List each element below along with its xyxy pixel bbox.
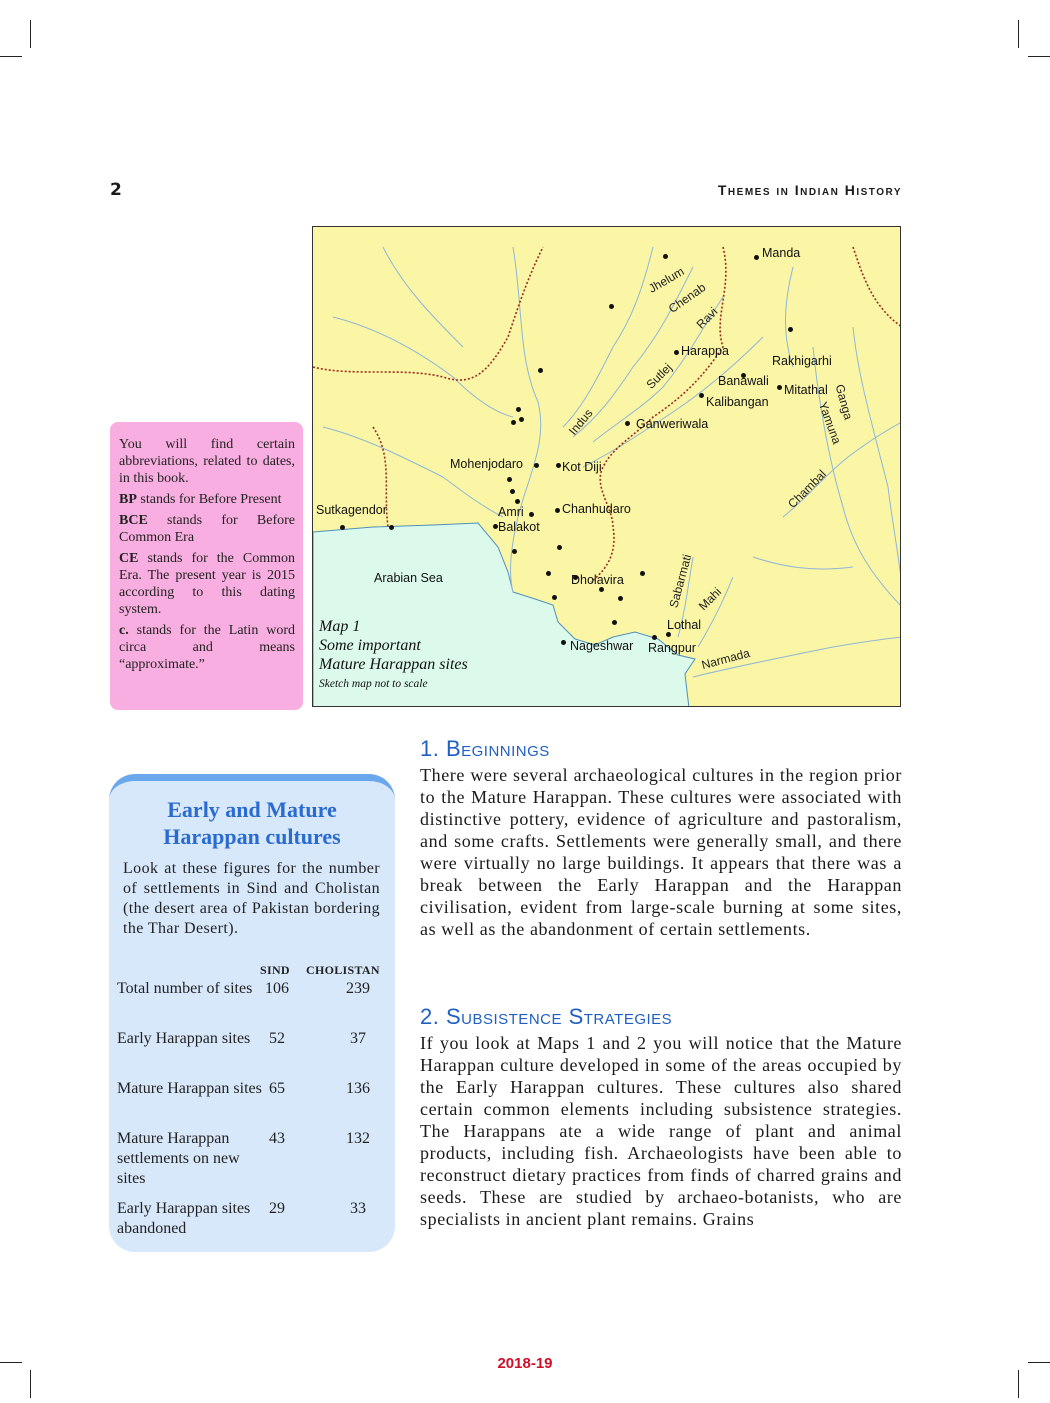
site-label-ganweriwala: Ganweriwala bbox=[636, 417, 709, 431]
river-jhelum bbox=[563, 247, 653, 427]
river-label-sabarmati: Sabarmati bbox=[666, 552, 695, 610]
river-label-chambal: Chambal bbox=[785, 467, 829, 511]
river-label-sutlej: Sutlej bbox=[643, 360, 675, 392]
site-marker bbox=[507, 477, 512, 482]
site-label-mohenjodaro: Mohenjodaro bbox=[450, 457, 523, 471]
site-marker bbox=[640, 571, 645, 576]
table-row-label: Mature Harappan sites bbox=[117, 1080, 262, 1097]
box-title-line: Early and Mature bbox=[167, 797, 337, 822]
column-header-cholistan: CHOLISTAN bbox=[306, 963, 380, 977]
table-cell-cholistan: 239 bbox=[346, 980, 370, 997]
table-row-label: Mature Harappan settlements on new sites bbox=[117, 1130, 240, 1187]
table-row-label: Early Harappan sites bbox=[117, 1030, 251, 1047]
site-label-banawali: Banawali bbox=[718, 374, 769, 388]
box-title-line: Harappan cultures bbox=[163, 824, 341, 849]
site-marker bbox=[529, 512, 534, 517]
river-label-narmada: Narmada bbox=[700, 645, 752, 673]
definition-circa: stands for the Latin word circa and means “approximate.” bbox=[119, 623, 295, 672]
sea-label: Arabian Sea bbox=[374, 571, 443, 585]
site-marker bbox=[510, 489, 515, 494]
site-marker bbox=[674, 350, 679, 355]
site-marker bbox=[788, 327, 793, 332]
site-marker bbox=[552, 595, 557, 600]
site-label-kalibangan: Kalibangan bbox=[706, 395, 769, 409]
section-heading-subsistence: 2. Subsistence Strategies bbox=[420, 1004, 673, 1029]
site-marker bbox=[612, 620, 617, 625]
site-marker bbox=[557, 545, 562, 550]
river-label-ganga: Ganga bbox=[832, 382, 856, 422]
section-body-subsistence: If you look at Maps 1 and 2 you will notice that the Mature Harappan culture developed in some of the areas occupied by the Early Harappan cultures. These cultures also shared certain common elements including subsistence strategies. The Harappans ate a wide range of plant and animal products, including fish. Archaeologists have been able to reconstruct dietary practices from finds of charred grains and seeds. These are studied by archaeo-botanists, who are specialists in ancient plant remains. Grains bbox=[420, 1033, 902, 1229]
crop-mark bbox=[1028, 56, 1050, 57]
site-label-amri: Amri bbox=[498, 505, 524, 519]
site-marker bbox=[556, 463, 561, 468]
river-tributary bbox=[786, 267, 794, 367]
map-caption-number: Map 1 bbox=[319, 618, 361, 635]
map-caption bbox=[319, 617, 468, 690]
term-bce: BCE bbox=[119, 513, 148, 528]
site-marker bbox=[561, 640, 566, 645]
site-marker bbox=[340, 525, 345, 530]
river-ganga bbox=[853, 327, 901, 587]
site-label-rangpur: Rangpur bbox=[648, 641, 696, 655]
definition-bp: stands for Before Present bbox=[136, 492, 282, 507]
site-marker bbox=[618, 596, 623, 601]
site-marker bbox=[599, 587, 604, 592]
abbreviations-note bbox=[110, 422, 303, 710]
site-marker bbox=[519, 417, 524, 422]
site-marker bbox=[512, 549, 517, 554]
site-marker bbox=[754, 255, 759, 260]
note-bp bbox=[119, 491, 295, 508]
table-cell-cholistan: 132 bbox=[346, 1130, 370, 1147]
site-marker bbox=[515, 499, 520, 504]
river-tributary bbox=[383, 247, 463, 347]
site-marker bbox=[625, 421, 630, 426]
site-marker bbox=[546, 571, 551, 576]
site-label-nageshwar: Nageshwar bbox=[570, 639, 634, 653]
river-label-ravi: Ravi bbox=[693, 304, 721, 332]
crop-mark bbox=[1018, 1370, 1019, 1398]
river-label-chenab: Chenab bbox=[665, 280, 709, 316]
definition-ce: stands for the Common Era. The present year is 2015 according to this dating system. bbox=[119, 551, 295, 617]
map-caption-line: Some important bbox=[319, 637, 421, 654]
international-border bbox=[591, 247, 726, 582]
river-tributary bbox=[333, 317, 513, 417]
column-header-sind: SIND bbox=[260, 963, 290, 977]
site-marker bbox=[534, 463, 539, 468]
site-marker bbox=[666, 632, 671, 637]
site-marker bbox=[555, 508, 560, 513]
table-cell-sind: 43 bbox=[269, 1130, 285, 1147]
site-label-balakot: Balakot bbox=[498, 520, 540, 534]
running-head: Themes in Indian History bbox=[717, 182, 902, 198]
site-label-manda: Manda bbox=[762, 246, 801, 260]
site-marker bbox=[511, 420, 516, 425]
footer-year: 2018-19 bbox=[497, 1355, 553, 1372]
harappan-sites-map bbox=[312, 226, 901, 707]
map-scale-note: Sketch map not to scale bbox=[319, 678, 428, 690]
site-label-chanhudaro: Chanhudaro bbox=[562, 502, 631, 516]
river-indus bbox=[511, 247, 541, 592]
note-bce bbox=[119, 512, 295, 546]
site-label-kot-diji: Kot Diji bbox=[562, 460, 602, 474]
table-cell-cholistan: 136 bbox=[346, 1080, 370, 1097]
term-bp: BP bbox=[119, 492, 137, 507]
site-marker bbox=[389, 525, 394, 530]
site-label-harappa: Harappa bbox=[681, 344, 729, 358]
crop-mark bbox=[0, 56, 22, 57]
table-cell-sind: 52 bbox=[269, 1030, 285, 1047]
table-cell-cholistan: 37 bbox=[350, 1030, 366, 1047]
term-ce: CE bbox=[119, 551, 139, 566]
page-number: 2 bbox=[110, 180, 122, 200]
section-heading-beginnings: 1. Beginnings bbox=[420, 736, 550, 761]
table-cell-sind: 65 bbox=[269, 1080, 285, 1097]
section-body-beginnings: There were several archaeological cultures in the region prior to the Mature Harappan. These cultures were associated with distinctive pottery, evidence of agriculture and pastoralism, and some crafts. Settlements were generally small, and there were virtually no large buildings. It appears that there was a break between the Early Harappan and the Harappan civilisation, evident from large-scale burning at some sites, as well as the abandonment of certain settlements. bbox=[420, 765, 902, 939]
site-label-dholavira: Dholavira bbox=[571, 573, 624, 587]
definition-bce: stands for Before Common Era bbox=[119, 513, 295, 545]
site-marker bbox=[699, 393, 704, 398]
note-ce bbox=[119, 550, 295, 618]
site-marker bbox=[609, 304, 614, 309]
culture-stats-box bbox=[109, 774, 395, 1252]
crop-mark bbox=[30, 20, 31, 48]
river-tributary bbox=[753, 557, 853, 569]
box-title bbox=[109, 796, 395, 850]
site-marker bbox=[777, 385, 782, 390]
box-intro: Look at these figures for the number of settlements in Sind and Cholistan (the desert area of Pakistan bordering the Thar Desert). bbox=[123, 860, 380, 937]
term-circa: c. bbox=[119, 623, 129, 638]
site-marker bbox=[663, 254, 668, 259]
table-row-label: Total number of sites bbox=[117, 980, 253, 997]
table-cell-cholistan: 33 bbox=[350, 1200, 366, 1217]
river-label-mahi: Mahi bbox=[695, 584, 725, 614]
note-circa bbox=[119, 622, 295, 673]
site-label-rakhigarhi: Rakhigarhi bbox=[772, 354, 832, 368]
site-label-mitathal: Mitathal bbox=[784, 383, 828, 397]
crop-mark bbox=[30, 1370, 31, 1398]
note-intro: You will find certain abbreviations, related to dates, in this book. bbox=[119, 437, 295, 486]
site-marker bbox=[516, 407, 521, 412]
crop-mark bbox=[1018, 20, 1019, 48]
map-caption-line: Mature Harappan sites bbox=[319, 656, 468, 673]
table-cell-sind: 106 bbox=[265, 980, 289, 997]
site-label-sutkagendor: Sutkagendor bbox=[316, 503, 387, 517]
site-marker bbox=[538, 368, 543, 373]
international-border bbox=[853, 247, 901, 327]
site-label-lothal: Lothal bbox=[667, 618, 702, 632]
table-cell-sind: 29 bbox=[269, 1200, 285, 1217]
site-marker bbox=[652, 635, 657, 640]
river-label-jhelum: Jhelum bbox=[646, 264, 687, 296]
river-label-yamuna: Yamuna bbox=[815, 400, 844, 446]
river-label-indus: Indus bbox=[565, 406, 596, 438]
table-row-label: Early Harappan sites abandoned bbox=[117, 1200, 251, 1237]
